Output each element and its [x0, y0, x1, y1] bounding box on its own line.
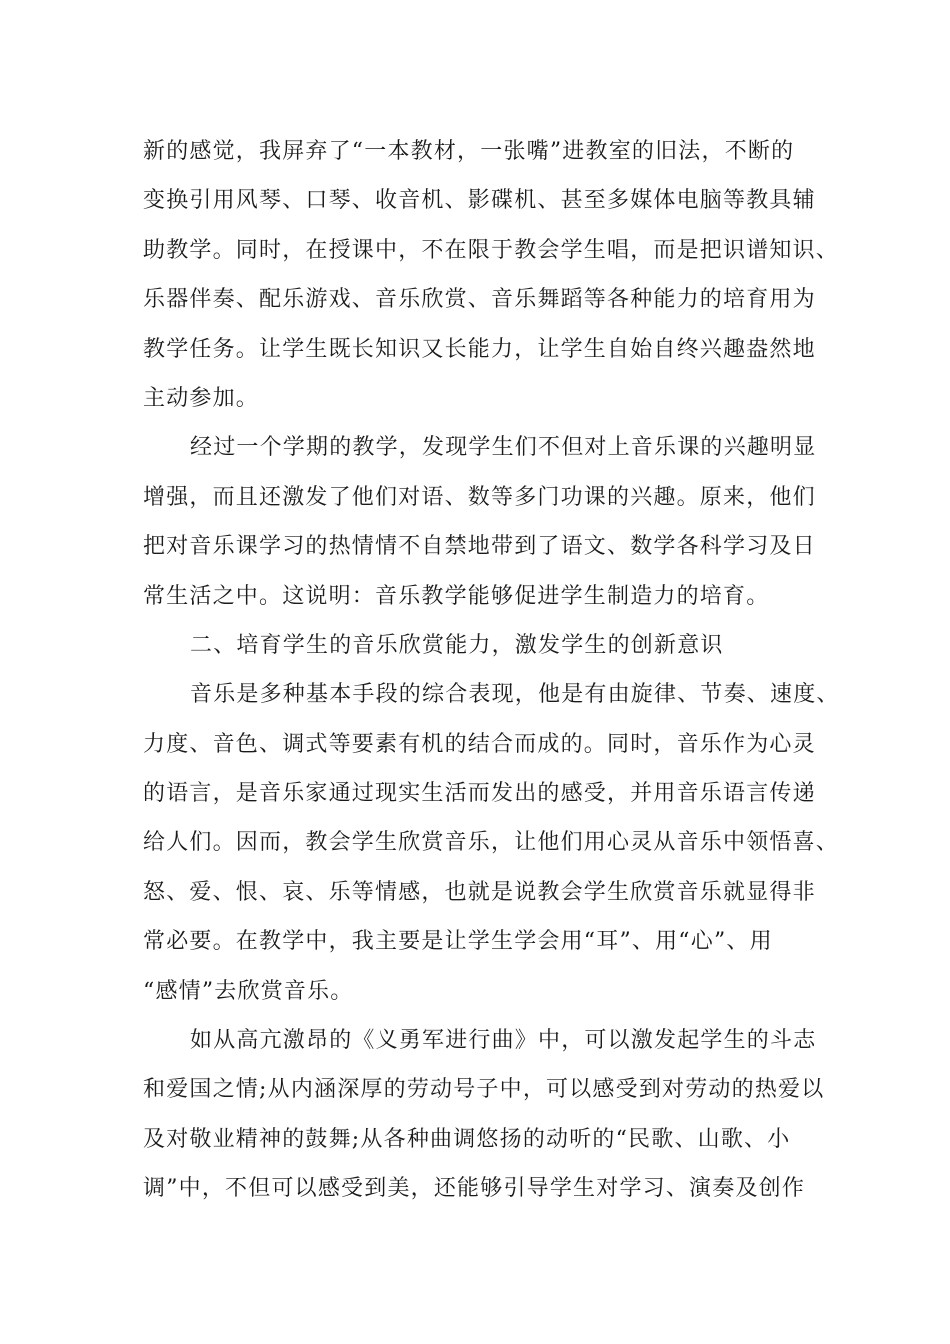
text-line: 教学任务。让学生既长知识又长能力，让学生自始自终兴趣盎然地: [143, 336, 816, 362]
paragraph-first-line: 经过一个学期的教学，发现学生们不但对上音乐课的兴趣明显: [190, 435, 817, 461]
text-line: 主动参加。: [143, 385, 260, 411]
text-line: 及对敬业精神的鼓舞;从各种曲调悠扬的动听的“民歌、山歌、小: [143, 1126, 791, 1152]
text-line: 力度、音色、调式等要素有机的结合而成的。同时，音乐作为心灵: [143, 731, 816, 757]
text-line: 和爱国之情;从内涵深厚的劳动号子中，可以感受到对劳动的热爱以: [143, 1077, 825, 1103]
text-line: 乐器伴奏、配乐游戏、音乐欣赏、音乐舞蹈等各种能力的培育用为: [143, 287, 816, 313]
text-line: 调”中，不但可以感受到美，还能够引导学生对学习、演奏及创作: [143, 1176, 806, 1202]
text-line: 怒、爱、恨、哀、乐等情感，也就是说教会学生欣赏音乐就显得非: [143, 879, 816, 905]
text-line: 把对音乐课学习的热情情不自禁地带到了语文、数学各科学习及日: [143, 534, 816, 560]
text-line: 的语言，是音乐家通过现实生活而发出的感受，并用音乐语言传递: [143, 781, 816, 807]
text-line: 给人们。因而，教会学生欣赏音乐，让他们用心灵从音乐中领悟喜、: [143, 830, 840, 856]
text-line: 常必要。在教学中，我主要是让学生学会用“耳”、用“心”、用: [143, 929, 773, 955]
text-line: 助教学。同时，在授课中，不在限于教会学生唱，而是把识谱知识、: [143, 237, 840, 263]
text-line: 增强，而且还激发了他们对语、数等多门功课的兴趣。原来，他们: [143, 484, 816, 510]
paragraph-first-line: 如从高亢激昂的《义勇军进行曲》中，可以激发起学生的斗志: [190, 1028, 817, 1054]
section-heading: 二、培育学生的音乐欣赏能力，激发学生的创新意识: [190, 632, 724, 658]
paragraph-first-line: 音乐是多种基本手段的综合表现，他是有由旋律、节奏、速度、: [190, 682, 840, 708]
text-line: 新的感觉，我屏弃了“一本教材，一张嘴”进教室的旧法，不断的: [143, 139, 795, 164]
text-line: 变换引用风琴、口琴、收音机、影碟机、甚至多媒体电脑等教具辅: [143, 188, 816, 214]
text-line: “感情”去欣赏音乐。: [143, 978, 354, 1004]
document-body: [143, 127, 840, 1214]
text-line: 常生活之中。这说明：音乐教学能够促进学生制造力的培育。: [143, 583, 770, 609]
